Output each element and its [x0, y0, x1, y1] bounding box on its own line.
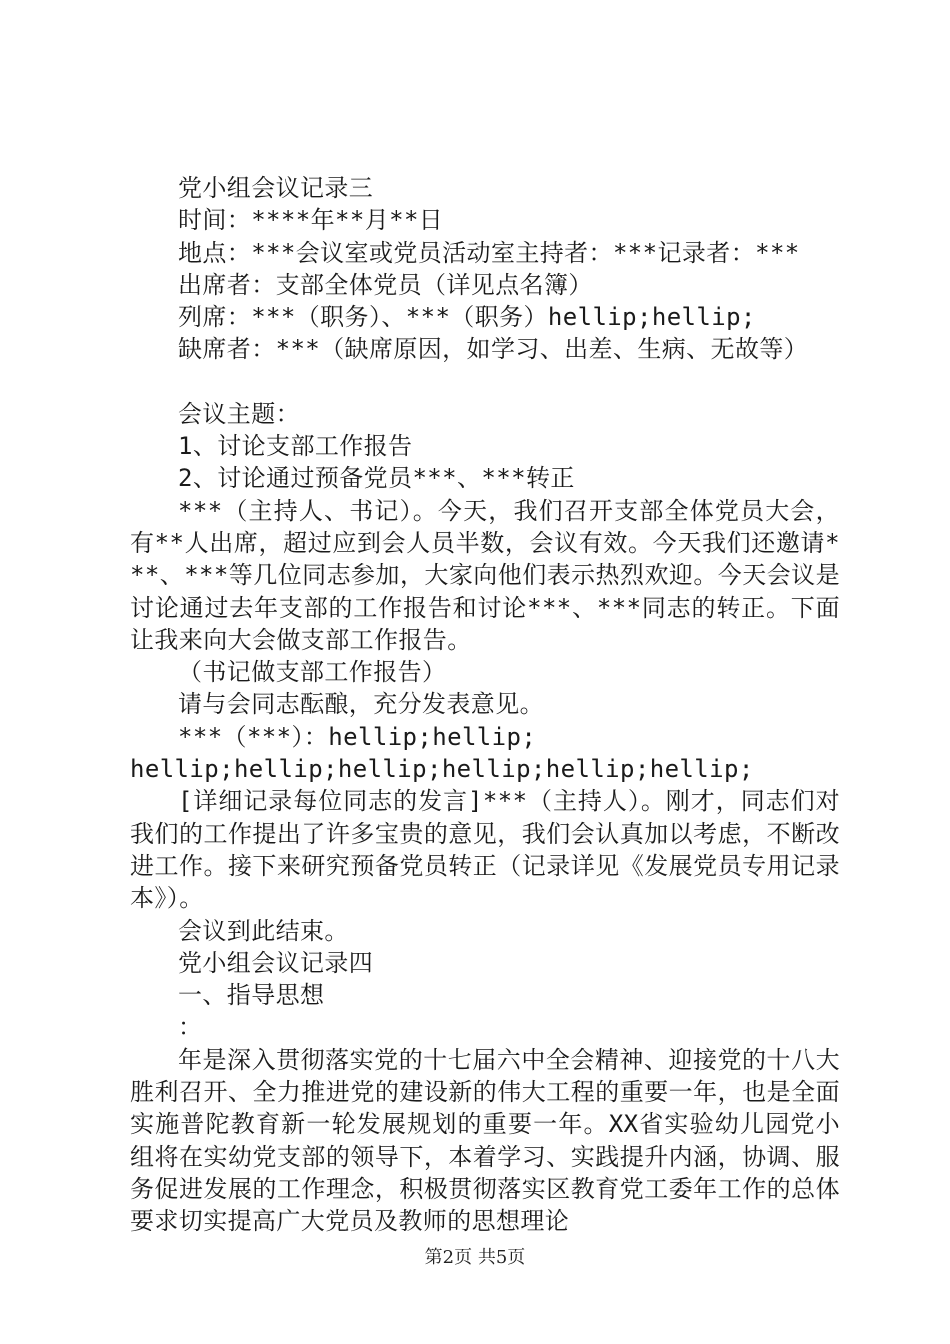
- speaker-line: ***（***）：hellip;hellip;: [178, 722, 537, 751]
- doc-title-3: 党小组会议记录三: [178, 174, 374, 202]
- section-heading-guiding-thought: 一、指导思想: [178, 981, 325, 1010]
- meeting-topic-heading: 会议主题：: [178, 399, 300, 428]
- ellipsis-line: hellip;hellip;hellip;hellip;hellip;hellip;: [130, 755, 754, 784]
- detailed-record-paragraph: [详细记录每位同志的发言]***（主持人）。刚才，同志们对我们的工作提出了许多宝贵的意见，我们会认真加以考虑，不断改进工作。接下来研究预备党员转正（记录详见《发展党员专用记录本》）。: [130, 787, 840, 913]
- meeting-location: 地点：***会议室或党员活动室主持者：***记录者：***: [178, 238, 800, 267]
- secretary-report-note: （书记做支部工作报告）: [178, 658, 447, 687]
- guiding-thought-paragraph: 年是深入贯彻落实党的十七届六中全会精神、迎接党的十八大胜利召开、全力推进党的建设新的伟大工程的重要一年，也是全面实施普陀教育新一轮发展规划的重要一年。XX省实验幼儿园党小组将在实幼党支部的领导下，本着学习、实践提升内涵，协调、服务促进发展的工作理念，积极贯彻落实区教育党工委年工作的总体要求切实提高广大党员及教师的思想理论: [130, 1045, 840, 1236]
- meeting-time: 时间：****年**月**日: [178, 206, 444, 235]
- page-number-footer: 第2页 共5页: [424, 1247, 526, 1268]
- meeting-attendees: 出席者：支部全体党员（详见点名簿）: [178, 270, 593, 299]
- meeting-end: 会议到此结束。: [178, 916, 349, 945]
- host-opening-paragraph: ***（主持人、书记）。今天，我们召开支部全体党员大会，有**人出席，超过应到会人员半数，会议有效。今天我们还邀请***、***等几位同志参加，大家向他们表示热烈欢迎。今天会议是讨论通过去年支部的工作报告和讨论***、***同志的转正。下面让我来向大会做支部工作报告。: [130, 496, 840, 654]
- document-body: [130, 172, 840, 1238]
- discussion-invite: 请与会同志酝酿，充分发表意见。: [178, 690, 544, 719]
- meeting-topic-2: 2、讨论通过预备党员***、***转正: [178, 464, 575, 493]
- doc-title-4: 党小组会议记录四: [178, 948, 374, 977]
- meeting-observers: 列席：***（职务）、***（职务）hellip;hellip;: [178, 303, 756, 332]
- blank-line: [130, 366, 840, 398]
- meeting-absentees: 缺席者：***（缺席原因，如学习、出差、生病、无故等）: [178, 335, 809, 364]
- meeting-topic-1: 1、讨论支部工作报告: [178, 432, 413, 461]
- colon-line: ：: [178, 1013, 203, 1042]
